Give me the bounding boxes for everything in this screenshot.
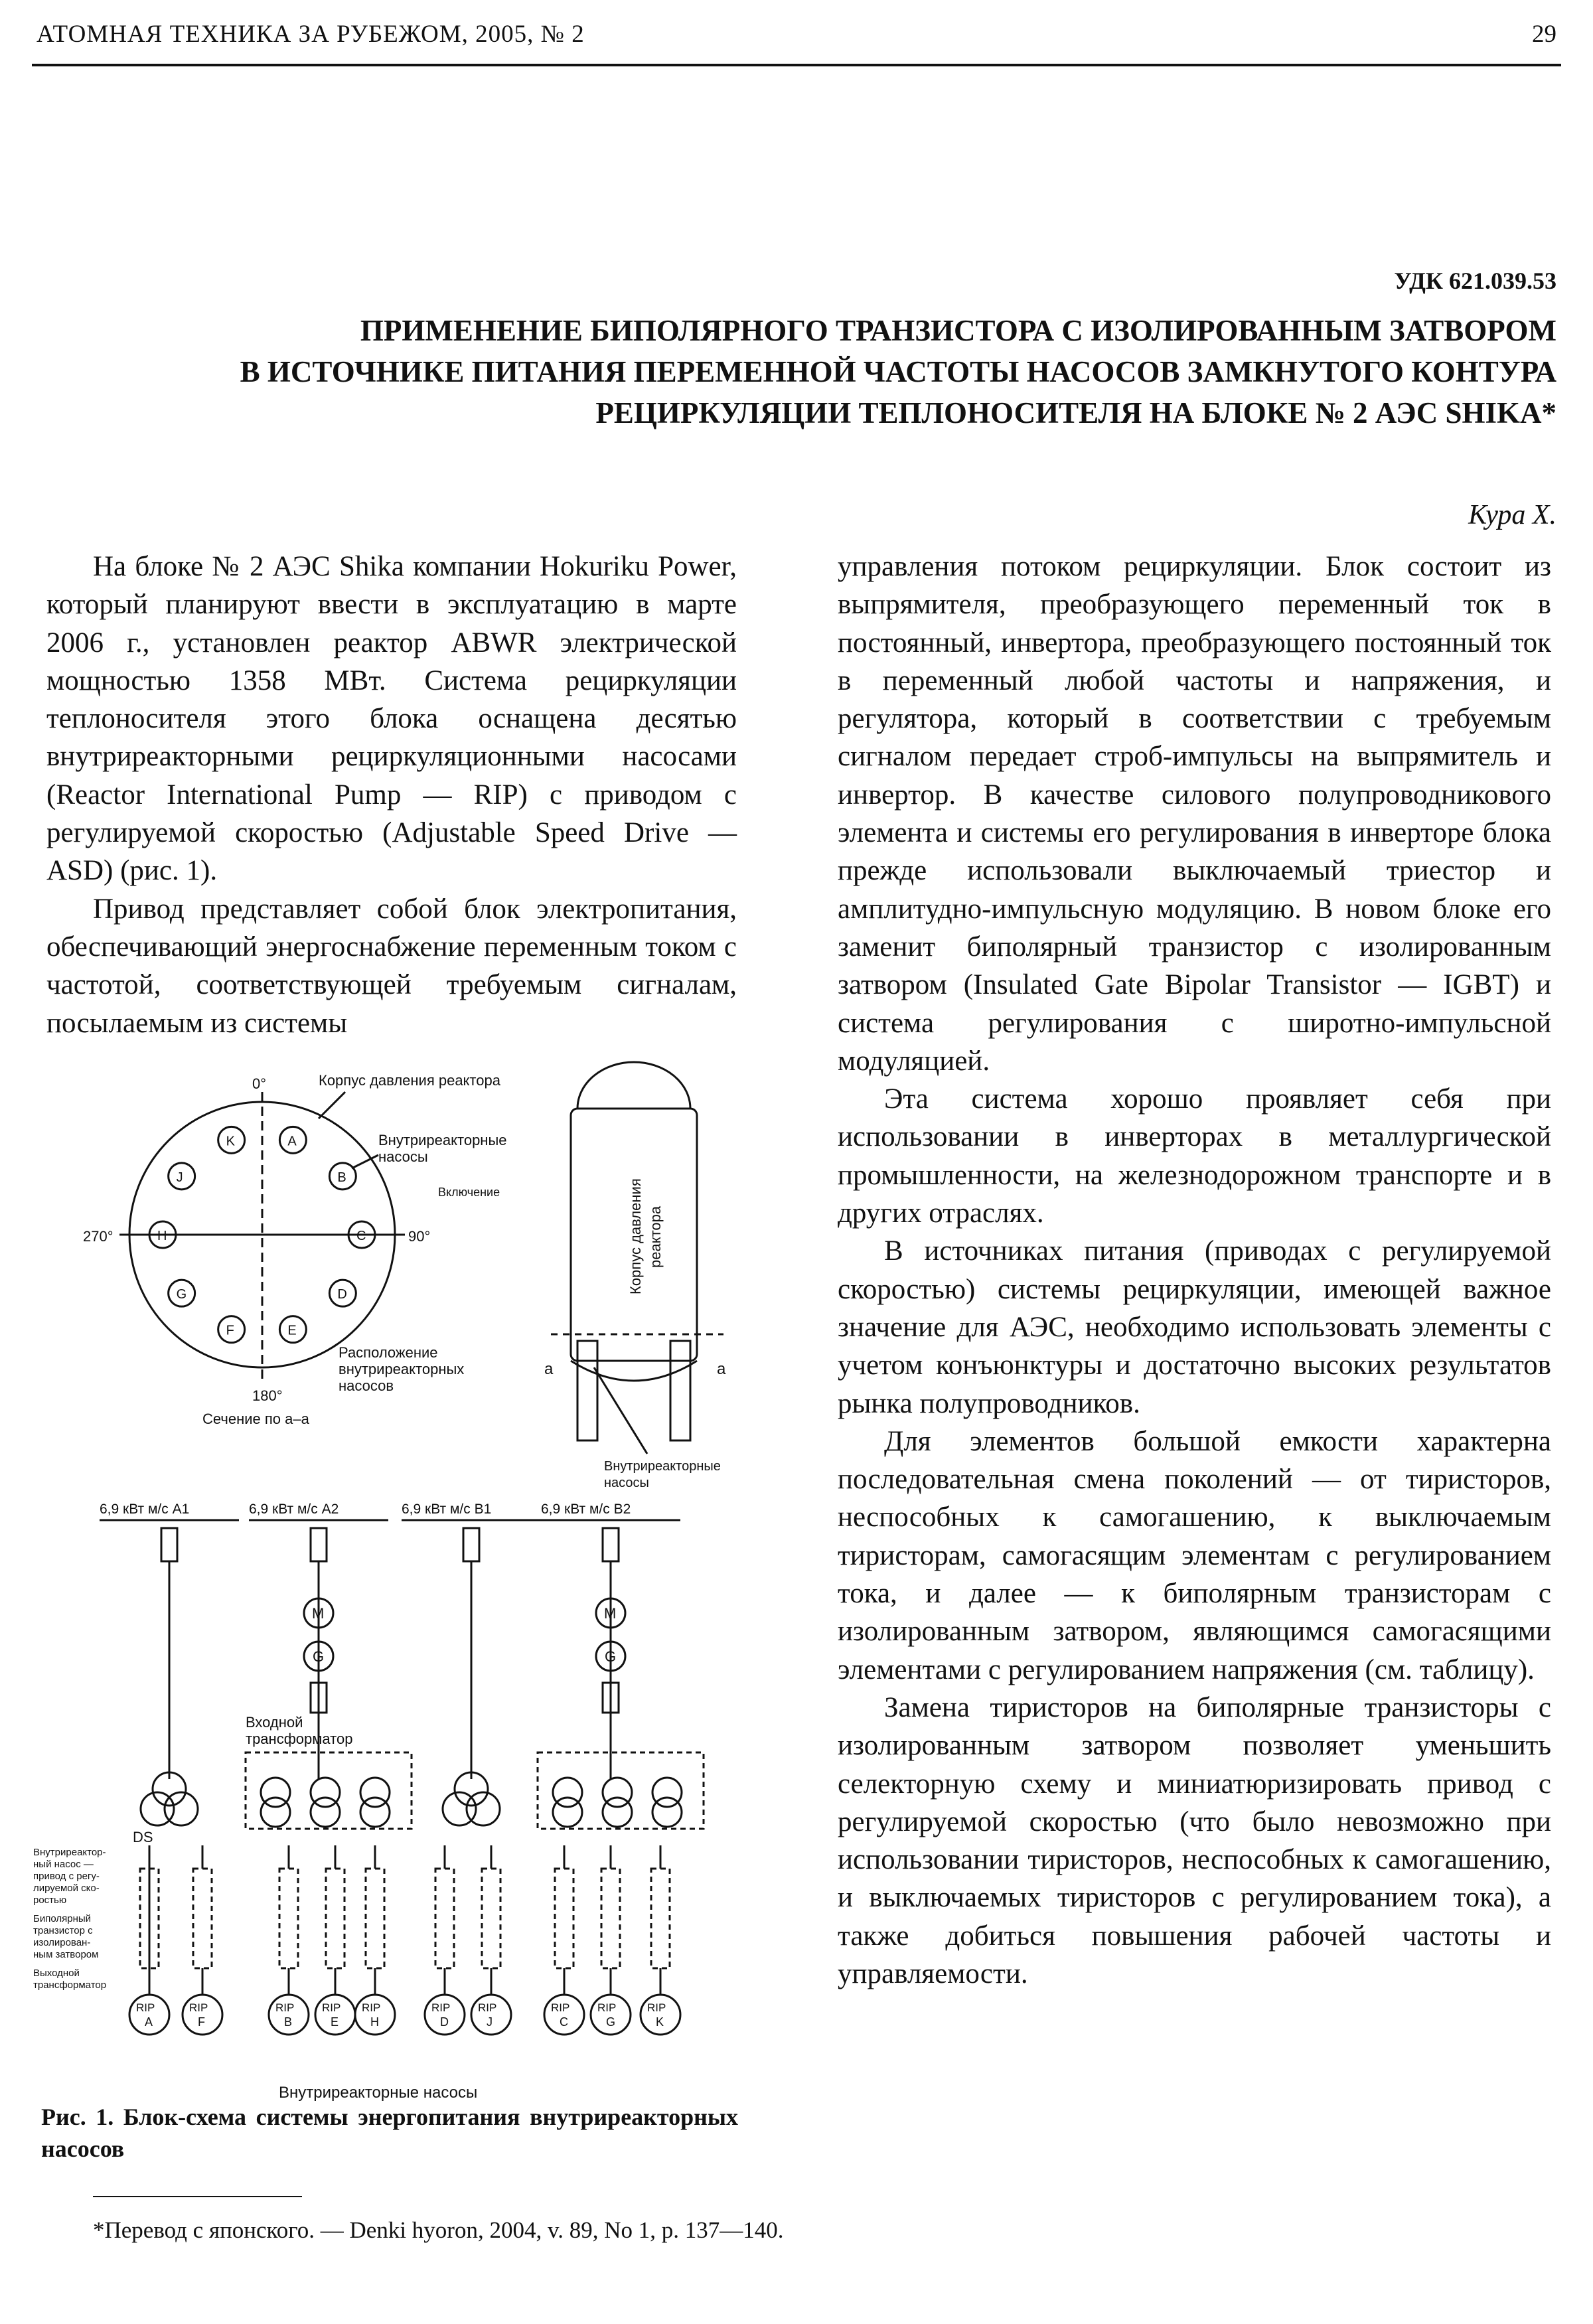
- pumps-bottom-label: Внутриреакторные: [604, 1459, 721, 1474]
- vessel-dome: [577, 1062, 690, 1109]
- input-transformer-label: трансформатор: [246, 1731, 353, 1747]
- rip-group: [129, 1968, 680, 2035]
- rip-circle: [544, 1995, 584, 2035]
- side-label-line: Внутриреактор-: [33, 1847, 106, 1858]
- footnote: *Перевод с японского. — Denki hyoron, 2004, v. 89, No 1, p. 137—140.: [93, 2217, 784, 2243]
- rip-circle: [471, 1995, 511, 2035]
- pump-letter: G: [176, 1287, 187, 1302]
- rip-circle: [591, 1995, 631, 2035]
- rip-label: RIP: [597, 2001, 617, 2014]
- rip-letter: G: [606, 2015, 616, 2029]
- pump-letter: F: [226, 1323, 234, 1338]
- bus-label: 6,9 кВт м/с A1: [100, 1502, 190, 1517]
- rip-label: RIP: [362, 2001, 381, 2014]
- rip-letter: D: [440, 2015, 449, 2029]
- transformer-box: [246, 1752, 412, 1829]
- rip-label: RIP: [136, 2001, 155, 2014]
- transformer-winding: [311, 1798, 340, 1827]
- udk-code: УДК 621.039.53: [1394, 268, 1556, 294]
- side-label-line: лируемой ско-: [33, 1883, 100, 1894]
- rip-label: RIP: [322, 2001, 341, 2014]
- angle-label: 180°: [252, 1387, 283, 1404]
- journal-header: АТОМНАЯ ТЕХНИКА ЗА РУБЕЖОМ, 2005, № 2: [37, 21, 585, 48]
- paragraph: Для элементов большой емкости характерна последовательная смена поколений — от тиристоров, неспособных к самогашению, к выключаемым тиристорам, самогасящим элементам с регулированием тока, и далее — к биполярным транзисторам с изолированным затвором, являющимся самогасящими элементами с регулированием напряжения (см. таблицу).: [838, 1425, 1551, 1685]
- section-mark: а: [544, 1360, 554, 1378]
- motor-label: M: [312, 1605, 325, 1622]
- paragraph: Привод представляет собой блок электропитания, обеспечивающий энергоснабжение переменным током с частотой, соответствующей требуемым сигналам, посылаемым из системы: [46, 893, 737, 1039]
- rip-circle: [269, 1995, 309, 2035]
- bottom-label: Внутриреакторные насосы: [279, 2084, 478, 2102]
- side-label-line: транзистор с: [33, 1925, 93, 1936]
- ds-label: DS: [133, 1829, 153, 1845]
- pump-letter: E: [287, 1323, 297, 1338]
- pump-letter: D: [337, 1287, 347, 1302]
- side-label-line: привод с регу-: [33, 1871, 100, 1882]
- layout-label: Расположение: [339, 1344, 438, 1361]
- page-number: 29: [1532, 21, 1556, 48]
- generator-label: G: [605, 1648, 617, 1665]
- transformer-winding: [603, 1798, 632, 1827]
- side-label-line: Биполярный: [33, 1913, 92, 1924]
- figure-1: [33, 1055, 750, 2131]
- rip-letter: H: [370, 2015, 379, 2029]
- motor-label: M: [604, 1605, 617, 1622]
- rip-label: RIP: [478, 2001, 497, 2014]
- transformer-winding: [553, 1798, 582, 1827]
- rip-letter: C: [560, 2015, 568, 2029]
- rip-circle: [355, 1995, 395, 2035]
- generator-label: G: [313, 1648, 325, 1665]
- section-label: Сечение по а–а: [202, 1411, 309, 1427]
- pump-letter: H: [157, 1229, 167, 1243]
- pump-letter: C: [356, 1229, 366, 1243]
- power-schematic: [33, 1502, 704, 2102]
- side-label-line: изолирован-: [33, 1937, 91, 1948]
- layout-label: насосов: [339, 1377, 394, 1394]
- pump-leg: [670, 1341, 690, 1440]
- converter-box: [326, 1869, 344, 1968]
- rip-circle: [641, 1995, 680, 2035]
- input-transformer-label: Входной: [246, 1714, 303, 1731]
- rip-letter: A: [145, 2015, 153, 2029]
- rip-label: RIP: [551, 2001, 570, 2014]
- side-label-line: ный насос —: [33, 1859, 94, 1870]
- right-column: [838, 548, 1551, 1993]
- breaker: [161, 1528, 177, 1561]
- figure-caption: Рис. 1. Блок-схема системы энергопитания внутриреакторных насосов: [41, 2104, 738, 2162]
- transformer-winding: [165, 1792, 198, 1825]
- rip-circle: [425, 1995, 465, 2035]
- rip-label: RIP: [647, 2001, 666, 2014]
- breaker: [603, 1528, 619, 1561]
- pump-letter: K: [226, 1134, 235, 1149]
- angle-label: 270°: [83, 1228, 114, 1245]
- bus-label: 6,9 кВт м/с B1: [402, 1502, 492, 1517]
- converter-box: [193, 1869, 212, 1968]
- transformer-box: [538, 1752, 704, 1829]
- vessel-vertical-label: реактора: [647, 1205, 664, 1268]
- side-labels: [33, 1847, 106, 1991]
- converter-box: [435, 1869, 454, 1968]
- transformer-winding: [467, 1792, 500, 1825]
- block-diagram: [33, 1055, 750, 2131]
- side-label-line: ростью: [33, 1895, 67, 1906]
- bus-label: 6,9 кВт м/с B2: [541, 1502, 631, 1517]
- article-title: [30, 310, 1556, 433]
- left-column: [46, 548, 737, 1042]
- rip-circle: [129, 1995, 169, 2035]
- paragraph: Замена тиристоров на биполярные транзисторы с изолированным затвором позволяет уменьшить селекторную схему и миниатюризировать привод с регулируемой скоростью (что было невозможно при использовании тиристоров, неспособных к самогашению, и выключаемых тиристоров с регулированием тока), а также добиться повышения рабочей частоты и управляемости.: [838, 1691, 1551, 1989]
- rip-label: RIP: [189, 2001, 208, 2014]
- rip-letter: K: [656, 2015, 664, 2029]
- rip-letter: B: [284, 2015, 293, 2029]
- vessel-vertical-label: Корпус давления: [627, 1178, 644, 1294]
- vessel-label: Корпус давления реактора: [319, 1072, 500, 1089]
- angle-label: 0°: [252, 1075, 267, 1092]
- pumps-bottom-label: насосы: [604, 1476, 649, 1490]
- pumps-label: насосы: [378, 1148, 428, 1165]
- transformer-winding: [261, 1798, 290, 1827]
- vessel-bottom: [571, 1361, 697, 1381]
- angle-label: 90°: [408, 1228, 431, 1245]
- bus-group: [100, 1502, 704, 1968]
- pump-letter: A: [287, 1134, 297, 1149]
- vessel-elevation: [544, 1062, 726, 1490]
- converter-box: [555, 1869, 573, 1968]
- converter-box: [601, 1869, 620, 1968]
- paragraph: В источниках питания (приводах с регулируемой скоростью) системы рециркуляции, имеющей важное значение для АЭС, необходимо использовать элементы с учетом конъюнктуры и достаточно высоких результатов рынка полупроводников.: [838, 1235, 1551, 1419]
- layout-label: внутриреакторных: [339, 1361, 465, 1377]
- side-label-line: Выходной: [33, 1968, 80, 1979]
- rip-label: RIP: [431, 2001, 451, 2014]
- converter-box: [651, 1869, 670, 1968]
- rip-circle: [183, 1995, 222, 2035]
- rip-letter: J: [487, 2015, 493, 2029]
- author: Кура Х.: [1468, 500, 1556, 530]
- title-line: ПРИМЕНЕНИЕ БИПОЛЯРНОГО ТРАНЗИСТОРА С ИЗОЛИРОВАННЫМ ЗАТВОРОМ: [360, 314, 1556, 347]
- converter-box: [279, 1869, 298, 1968]
- converter-box: [366, 1869, 384, 1968]
- transformer-winding: [360, 1798, 390, 1827]
- leader-line: [352, 1155, 378, 1168]
- paragraph: На блоке № 2 АЭС Shika компании Hokuriku Power, который планируют ввести в эксплуатацию в марте 2006 г., установлен реактор ABWR электрической мощностью 1358 МВт. Система рециркуляции теплоносителя этого блока оснащена десятью внутриреакторными рециркуляционными насосами (Reactor International Pump — RIP) с приводом с регулируемой скоростью (Adjustable Speed Drive — ASD) (рис. 1).: [46, 551, 737, 887]
- rip-letter: E: [331, 2015, 339, 2029]
- reactor-section: [83, 1072, 507, 1427]
- rip-letter: F: [198, 2015, 205, 2029]
- breaker: [463, 1528, 479, 1561]
- rip-circle: [315, 1995, 355, 2035]
- header-rule: [32, 64, 1561, 66]
- pump-letter: J: [176, 1170, 183, 1185]
- footnote-rule: [93, 2196, 302, 2197]
- pumps-label: Внутриреакторные: [378, 1132, 507, 1148]
- section-mark: а: [717, 1360, 726, 1378]
- inclusion-label: Включение: [438, 1186, 500, 1199]
- pump-leg: [577, 1341, 597, 1440]
- title-line: В ИСТОЧНИКЕ ПИТАНИЯ ПЕРЕМЕННОЙ ЧАСТОТЫ НАСОСОВ ЗАМКНУТОГО КОНТУРА: [240, 355, 1556, 388]
- bus-label: 6,9 кВт м/с A2: [249, 1502, 339, 1517]
- side-label-line: ным затвором: [33, 1949, 99, 1960]
- side-label-line: трансформатор: [33, 1979, 107, 1991]
- rip-label: RIP: [275, 2001, 295, 2014]
- paragraph: Эта система хорошо проявляет себя при использовании в инверторах в металлургической промышленности, на железнодорожном транспорте и в других отраслях.: [838, 1083, 1551, 1229]
- title-line: РЕЦИРКУЛЯЦИИ ТЕПЛОНОСИТЕЛЯ НА БЛОКЕ № 2 АЭС SHIKA*: [595, 396, 1556, 429]
- breaker: [311, 1528, 327, 1561]
- transformer-winding: [652, 1798, 682, 1827]
- converter-box: [482, 1869, 500, 1968]
- paragraph: управления потоком рециркуляции. Блок состоит из выпрямителя, преобразующего переменный ток в постоянный, инвертора, преобразующего постоянный ток в переменный любой частоты и напряжения, и регулятора, который в соответствии с требуемым сигналом передает строб-импульсы на выпрямитель и инвертор. В качестве силового полупроводникового элемента и системы его регулирования в инверторе блока прежде использовали выключаемый триестор и амплитудно-импульсную модуляцию. В новом блоке его заменит биполярный транзистор с изолированным затвором (Insulated Gate Bipolar Transistor — IGBT) и система регулирования с широтно-импульсной модуляцией.: [838, 551, 1551, 1077]
- leader-line: [319, 1092, 345, 1119]
- pump-letter: B: [337, 1170, 346, 1185]
